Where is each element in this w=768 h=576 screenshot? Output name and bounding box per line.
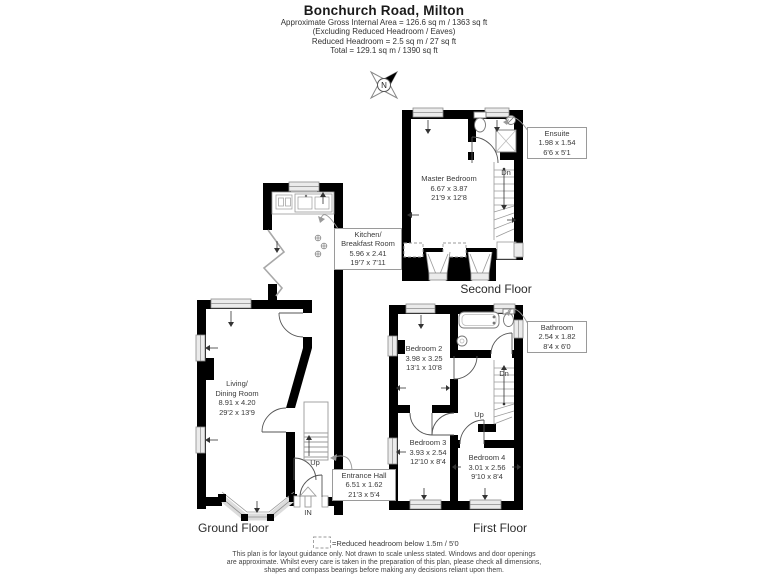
living-dims-ft: 29'2 x 13'9 [219,407,255,417]
ensuite-name: Ensuite [544,129,570,138]
hall-name: Entrance Hall [341,471,387,480]
ground-floor-stairs [304,402,328,460]
master-dims-ft: 21'9 x 12'8 [431,193,467,203]
disclaimer-line-1: This plan is for layout guidance only. Not drawn to scale unless stated. Windows and door openings [232,551,536,558]
gross-area-line: Approximate Gross Internal Area = 126.6 sq m / 1363 sq ft [280,18,488,27]
bath-icon [459,312,499,328]
living-name-1: Living/ [226,379,248,388]
living-dining-label [194,379,280,417]
hall-dims-ft: 21'3 x 5'4 [348,489,380,499]
kitchen-spotlight-icons [315,235,327,257]
ground-floor-title: Ground Floor [198,521,269,535]
second-floor-title: Second Floor [460,282,532,296]
disclaimer [0,551,768,575]
excluding-line: (Excluding Reduced Headroom / Eaves) [312,27,456,37]
master-dims-m: 6.67 x 3.87 [430,183,468,193]
bathroom-name: Bathroom [540,323,574,332]
ensuite-dims-m: 1.98 x 1.54 [538,138,576,148]
bathroom-dims-ft: 8'4 x 6'0 [543,341,571,351]
ensuite-toilet-icon [474,112,486,132]
first-up-label: Up [474,410,484,419]
bedroom2-name: Bedroom 2 [405,344,443,353]
bedroom3-name: Bedroom 3 [409,438,447,447]
legend-text: =Reduced headroom below 1.5m / 5'0 [332,539,459,548]
hall-dims-m: 6.51 x 1.62 [345,480,383,490]
entrance-leader-arrowhead [330,454,337,461]
page-title: Bonchurch Road, Milton [303,3,465,18]
living-dims-m: 8.91 x 4.20 [218,398,256,408]
in-label: IN [304,508,312,517]
bay-window [218,492,297,521]
bathroom-callout [527,321,587,353]
bedroom4-label [457,453,517,482]
disclaimer-line-3: shapes and compass bearings before making any decisions reliant upon them. [264,567,504,575]
reduced-headroom-line: Reduced Headroom = 2.5 sq m / 27 sq ft [311,36,457,46]
bedroom2-dims-m: 3.98 x 3.25 [405,353,443,363]
disclaimer-line-2: are approximate. Whilst every care is taken in the preparation of this plan, please check all dimensions, [226,559,542,567]
bedroom4-dims-m: 3.01 x 2.56 [468,462,506,472]
first-dn-label: Dn [499,369,509,378]
bathroom-sink-icon [457,336,467,346]
master-bedroom-label [403,174,495,203]
bedroom3-dims-m: 3.93 x 2.54 [409,447,447,457]
master-name: Master Bedroom [421,174,477,183]
legend-reduced-headroom-swatch [314,537,331,548]
first-floor-title: First Floor [473,521,527,535]
kitchen-dims-m: 5.96 x 2.41 [349,248,387,258]
kitchen-dims-ft: 19'7 x 7'11 [350,258,386,268]
compass-north-label: N [381,81,387,90]
bedroom2-label [394,344,454,373]
bathroom-dims-m: 2.54 x 1.82 [538,332,576,342]
bedroom4-name: Bedroom 4 [468,453,506,462]
bedroom2-dims-ft: 13'1 x 10'8 [406,363,442,373]
bedroom4-dims-ft: 9'10 x 8'4 [471,472,503,482]
kitchen-name-1: Kitchen/ [354,230,382,239]
compass-rose-icon [371,72,397,98]
ground-up-label: Up [310,458,320,467]
bedroom3-label [398,438,458,467]
kitchen-name-2: Breakfast Room [341,239,395,249]
ensuite-callout [527,127,587,159]
living-name-2: Dining Room [215,388,259,398]
second-dn-label: Dn [501,168,511,177]
kitchen-callout [334,228,402,270]
entrance-hall-callout [332,469,396,501]
ensuite-dims-ft: 6'6 x 5'1 [543,147,571,157]
total-area-line: Total = 129.1 sq m / 1390 sq ft [330,46,438,56]
bedroom3-dims-ft: 12'10 x 8'4 [410,457,446,467]
reduced-headroom-boxes [404,242,523,259]
